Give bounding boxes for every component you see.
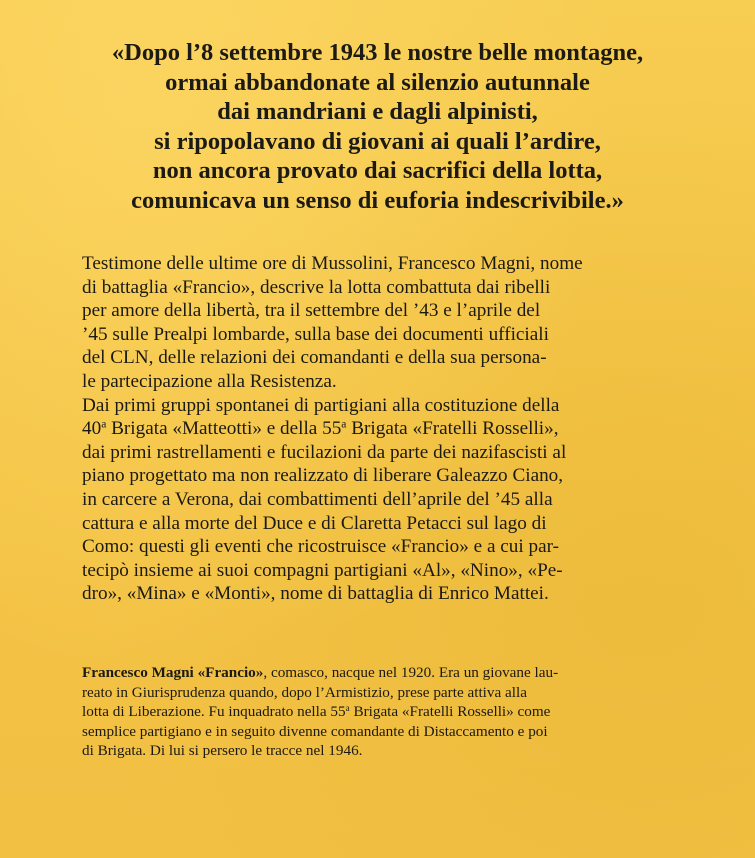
ordinal-mark: a (101, 418, 107, 431)
brigade-text: Brigata «Matteotti» e della (106, 418, 323, 440)
quote-line: si ripopolavano di giovani ai quali l’ardire, (154, 127, 601, 155)
description-line: le partecipazione alla Resistenza. (82, 370, 337, 392)
brigade-text: Brigata «Fratelli Rosselli», (346, 418, 559, 440)
quote-line: non ancora provato dai sacrifici della lotta, (152, 157, 603, 184)
description-line: Como: questi gli eventi che ricostruisce «Francio» e a cui par- (82, 536, 560, 558)
quote-line: ormai abbandonate al silenzio autunnale (165, 68, 590, 96)
description-line: dai primi rastrellamenti e fucilazioni da parte dei nazifascisti al (82, 441, 567, 463)
description-line: Dai primi gruppi spontanei di partigiani alla costituzione della (82, 394, 560, 416)
description-line: in carcere a Verona, dai combattimenti dell’aprile del ’45 alla (82, 488, 553, 510)
description-line-brigades (82, 417, 682, 441)
bio-text: lotta di Liberazione. Fu inquadrato nella (82, 703, 331, 721)
description-line: per amore della libertà, tra il settembre del ’43 e l’aprile del (82, 300, 541, 322)
bio-line: reato in Giurisprudenza quando, dopo l’Armistizio, prese parte attiva alla (82, 683, 527, 701)
ordinal-mark: a (345, 703, 350, 714)
quote-line: comunicava un senso di euforia indescrivibile.» (131, 186, 624, 214)
description-line: di battaglia «Francio», descrive la lotta combattuta dai ribelli (82, 276, 551, 298)
quote-line: dai mandriani e dagli alpinisti, (217, 98, 538, 125)
description-line: cattura e alla morte del Duce e di Claretta Petacci sul lago di (82, 512, 547, 534)
book-description (82, 252, 682, 606)
description-line: tecipò insieme ai suoi compagni partigiani «Al», «Nino», «Pe- (82, 559, 563, 581)
description-line: ’45 sulle Prealpi lombarde, sulla base dei documenti ufficiali (82, 323, 549, 345)
brigade-number: 55 (330, 703, 346, 721)
brigade-number: 55 (322, 418, 342, 440)
brigade-number: 40 (82, 418, 102, 440)
description-line: del CLN, delle relazioni dei comandanti e della sua persona- (82, 347, 547, 369)
ordinal-mark: a (341, 418, 347, 431)
epigraph-quote (30, 38, 725, 215)
bio-text: Brigata «Fratelli Rosselli» come (349, 703, 551, 721)
quote-line: «Dopo l’8 settembre 1943 le nostre belle montagne, (111, 39, 644, 66)
description-line: Testimone delle ultime ore di Mussolini, Francesco Magni, nome (82, 253, 583, 274)
bio-line: semplice partigiano e in seguito divenne comandante di Distaccamento e poi (82, 722, 548, 740)
author-name: Francesco Magni «Francio» (82, 664, 264, 681)
description-line: dro», «Mina» e «Monti», nome di battaglia di Enrico Mattei. (82, 583, 549, 605)
bio-text: , comasco, nacque nel 1920. Era un giovane lau- (263, 664, 559, 681)
bio-line (82, 663, 682, 683)
author-bio (82, 663, 682, 761)
bio-line (82, 702, 682, 722)
description-line: piano progettato ma non realizzato di liberare Galeazzo Ciano, (82, 465, 564, 487)
bio-line: di Brigata. Di lui si persero le tracce nel 1946. (82, 742, 363, 760)
